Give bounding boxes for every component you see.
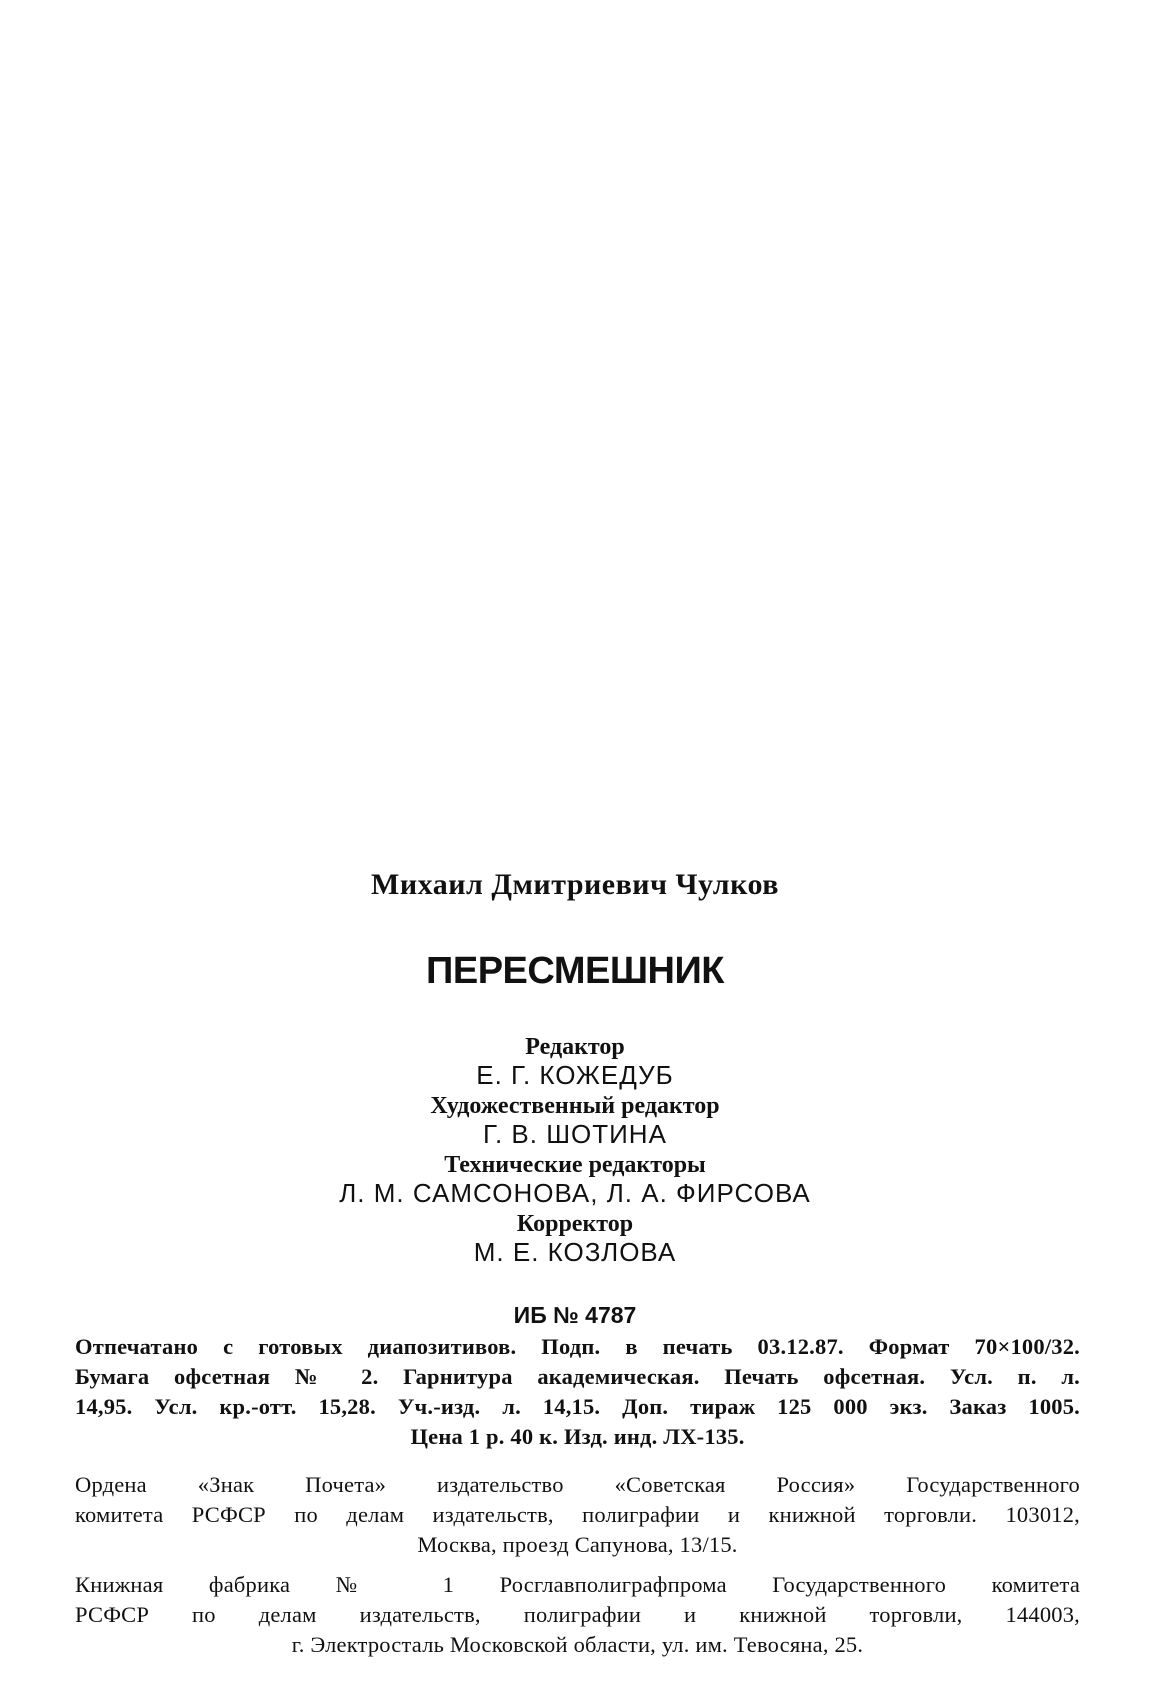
publisher-line: Ордена «Знак Почета» издательство «Советская Россия» Государственного — [75, 1472, 1080, 1497]
print-info — [75, 1332, 1080, 1452]
credit-name-tech-editors: Л. М. САМСОНОВА, Л. А. ФИРСОВА — [339, 1178, 811, 1208]
print-info-line: Цена 1 р. 40 к. Изд. инд. ЛХ-135. — [410, 1424, 745, 1449]
publisher-line: Москва, проезд Сапунова, 13/15. — [417, 1532, 738, 1557]
ib-number: ИБ № 4787 — [513, 1302, 637, 1328]
credit-role-tech-editors: Технические редакторы — [444, 1152, 706, 1178]
publisher-line: комитета РСФСР по делам издательств, полиграфии и книжной торговли. 103012, — [75, 1502, 1080, 1527]
credit-name-editor: Е. Г. КОЖЕДУБ — [476, 1060, 674, 1090]
author-name: Михаил Дмитриевич Чулков — [371, 868, 779, 901]
credit-name-proofreader: М. Е. КОЗЛОВА — [473, 1237, 677, 1267]
credit-role-editor: Редактор — [525, 1034, 625, 1060]
factory-line: г. Электросталь Московской области, ул. им. Тевосяна, 25. — [291, 1632, 864, 1657]
credits-list — [70, 1035, 1080, 1271]
credit-role-art-editor: Художественный редактор — [430, 1093, 720, 1119]
print-info-line: 14,95. Усл. кр.-отт. 15,28. Уч.-изд. л. 14,15. Доп. тираж 125 000 экз. Заказ 1005. — [75, 1394, 1080, 1419]
factory-line: РСФСР по делам издательств, полиграфии и книжной торговли, 144003, — [75, 1602, 1080, 1627]
credit-role-proofreader: Корректор — [516, 1211, 634, 1237]
factory-info — [75, 1570, 1080, 1660]
book-title: ПЕРЕСМЕШНИК — [426, 950, 724, 992]
print-info-line: Отпечатано с готовых диапозитивов. Подп. в печать 03.12.87. Формат 70×100/32. — [75, 1334, 1080, 1359]
factory-line: Книжная фабрика № 1 Росглавполиграфпрома Государственного комитета — [75, 1572, 1080, 1597]
credit-name-art-editor: Г. В. ШОТИНА — [483, 1119, 667, 1149]
publisher-info — [75, 1470, 1080, 1560]
print-info-line: Бумага офсетная № 2. Гарнитура академическая. Печать офсетная. Усл. п. л. — [75, 1364, 1080, 1389]
